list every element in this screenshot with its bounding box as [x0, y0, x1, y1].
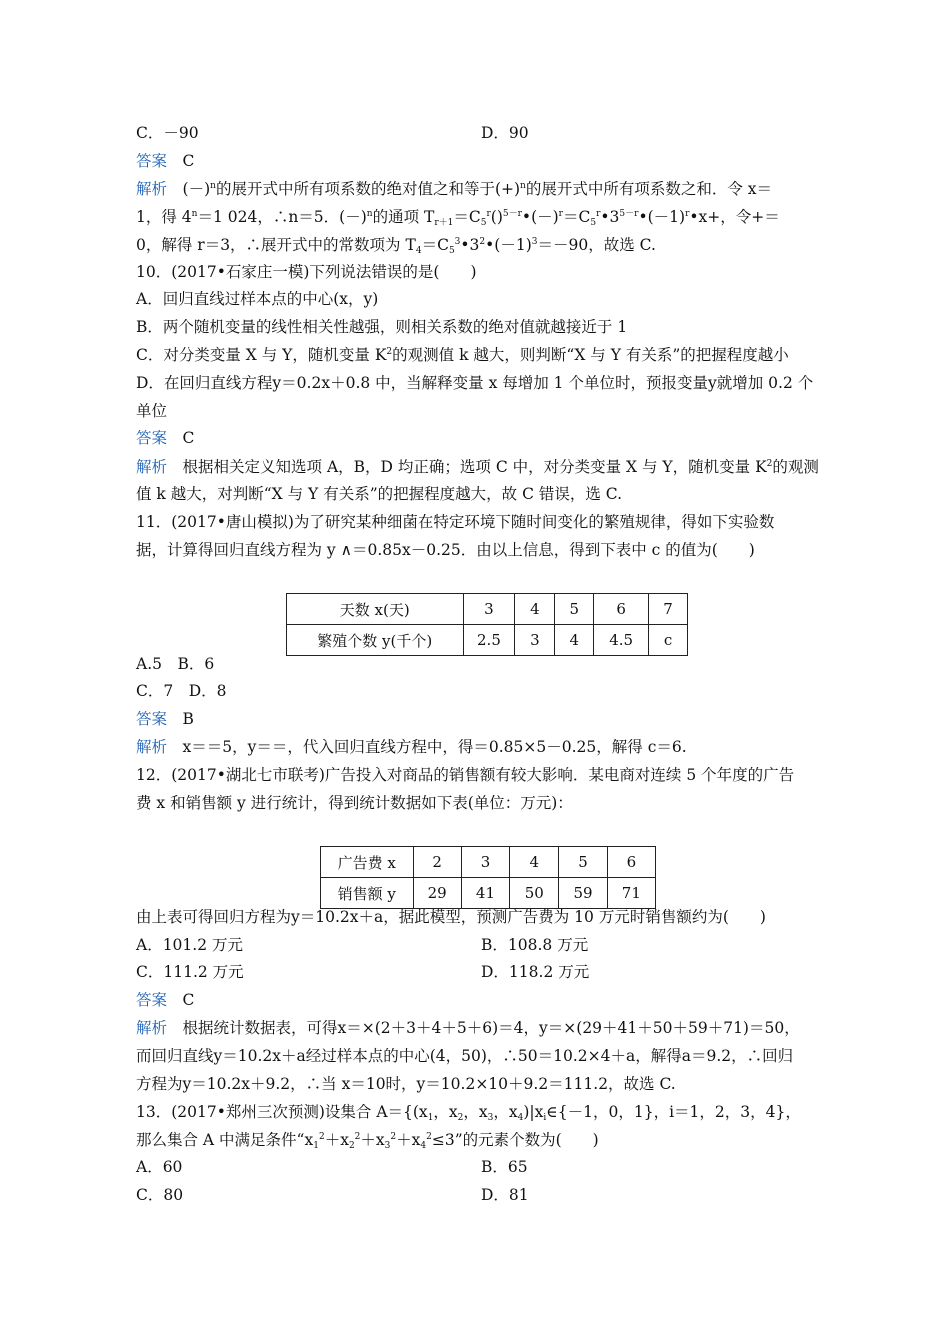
q9-option-c: C．－90	[136, 124, 199, 142]
table-row	[287, 594, 688, 625]
table-cell: 广告费 x	[321, 847, 414, 878]
q12-analysis-line-1: 解析 根据统计数据表，可得x＝×(2＋3＋4＋5＋6)＝4，y＝×(29＋41＋50＋59＋71)＝50，	[136, 1019, 800, 1037]
q10-option-d-cont: 单位	[136, 402, 168, 420]
table-cell: 5	[559, 847, 607, 878]
table-cell: 29	[413, 878, 461, 909]
table-row	[287, 625, 688, 656]
table-cell: 6	[594, 594, 649, 625]
q12-analysis-line-2: 而回归直线y＝10.2x＋a经过样本点的中心(4，50)，∴50＝10.2×4＋a，解得a＝9.2，∴回归	[136, 1047, 794, 1065]
q11-data-table	[286, 593, 688, 656]
analysis-label: 解析	[136, 738, 168, 756]
q11-analysis: 解析 x＝＝5，y＝＝，代入回归直线方程中，得＝0.85×5－0.25，解得 c＝6.	[136, 738, 687, 756]
analysis-label: 解析	[136, 1019, 168, 1037]
q9-analysis-line-1: 解析 $(-)^n$的展开式中所有项系数的绝对值之和等于$(+)^n$的展开式中所有项系数之和．令 x＝	[136, 180, 772, 198]
q10-answer: 答案 C	[136, 429, 195, 447]
table-cell: 4	[510, 847, 559, 878]
q12-option-b: B．108.8 万元	[481, 936, 589, 954]
table-cell: 5	[555, 594, 594, 625]
q10-option-b: B．两个随机变量的线性相关性越强，则相关系数的绝对值就越接近于 1	[136, 318, 628, 336]
q9-analysis-line-3: 0，解得 r＝3，∴展开式中的常数项为 $T_4=C_5^3•3^2•(-1)^3=-90$，故选 C.	[136, 236, 656, 256]
table-cell: 71	[607, 878, 655, 909]
table-cell: 3	[461, 847, 509, 878]
answer-label: 答案	[136, 710, 168, 728]
q11-options-ab: A.5 B．6	[136, 655, 215, 673]
table-row	[321, 878, 656, 909]
table-cell: 3	[463, 594, 515, 625]
table-cell: 繁殖个数 y(千个)	[287, 625, 464, 656]
table-cell: 3	[515, 625, 555, 656]
table-cell: 59	[559, 878, 607, 909]
table-cell: 4	[515, 594, 555, 625]
table-cell: 4	[555, 625, 594, 656]
answer-label: 答案	[136, 152, 168, 170]
q13-option-b: B．65	[481, 1158, 528, 1176]
table-cell: 50	[510, 878, 559, 909]
q10-option-d: D．在回归直线方程y＝0.2x＋0.8 中，当解释变量 x 每增加 1 个单位时，预报变量y就增加 0.2 个	[136, 374, 814, 392]
table-cell: 4.5	[594, 625, 649, 656]
q13-stem-line-2: 那么集合 A 中满足条件“$x_1^2+x_2^2+x_3^2+x_4^2\le 3$”的元素个数为( )	[136, 1131, 599, 1151]
q12-stem-line-2: 费 x 和销售额 y 进行统计，得到统计数据如下表(单位：万元)：	[136, 794, 573, 812]
q9-analysis-line-2: 1，得 $4^n=1$ 024，∴n＝5．$(-)^n$的通项 $T_{r+1}=C_5^r()^{5-r}•(-)^r=C_5^r•3^{5-r}•(-1)^r•x+$，令+＝	[136, 208, 780, 228]
table-cell: 6	[607, 847, 655, 878]
q11-stem-line-1: 11．(2017•唐山模拟)为了研究某种细菌在特定环境下随时间变化的繁殖规律，得如下实验数	[136, 513, 775, 531]
q10-analysis-line-2: 值 k 越大，对判断“X 与 Y 有关系”的把握程度越大，故 C 错误，选 C.	[136, 485, 623, 503]
q10-option-c: C．对分类变量 X 与 Y，随机变量 $K^2$的观测值 k 越大，则判断“X 与 Y 有关系”的把握程度越小	[136, 346, 789, 364]
q13-option-a: A．60	[136, 1158, 183, 1176]
table-row	[321, 847, 656, 878]
table-cell: 天数 x(天)	[287, 594, 464, 625]
analysis-label: 解析	[136, 458, 168, 476]
q10-option-a: A．回归直线过样本点的中心(x，y)	[136, 290, 379, 308]
answer-label: 答案	[136, 429, 168, 447]
q12-question: 由上表可得回归方程为y＝10.2x＋a，据此模型，预测广告费为 10 万元时销售额约为( )	[136, 908, 766, 926]
q13-stem-line-1: 13．(2017•郑州三次预测)设集合 $A=\{(x_1$，$x_2$，$x_3$，$x_4)|x_i\in\{-1$，0，1}，i＝1，2，3，4}，	[136, 1103, 801, 1123]
table-cell: 7	[649, 594, 688, 625]
table-cell: c	[649, 625, 688, 656]
q12-answer: 答案 C	[136, 991, 195, 1009]
q9-answer: 答案 C	[136, 152, 195, 170]
analysis-label: 解析	[136, 180, 168, 198]
q11-answer: 答案 B	[136, 710, 194, 728]
q12-data-table	[320, 846, 656, 909]
q12-option-a: A．101.2 万元	[136, 936, 243, 954]
q9-option-d: D．90	[481, 124, 529, 142]
q11-stem-line-2: 据，计算得回归直线方程为 y ∧＝0.85x－0.25．由以上信息，得到下表中 c 的值为( )	[136, 541, 755, 559]
q13-option-d: D．81	[481, 1186, 529, 1204]
table-cell: 销售额 y	[321, 878, 414, 909]
q10-stem: 10．(2017•石家庄一模)下列说法错误的是( )	[136, 263, 477, 281]
q12-option-d: D．118.2 万元	[481, 963, 590, 981]
table-cell: 41	[461, 878, 509, 909]
q13-option-c: C．80	[136, 1186, 184, 1204]
answer-label: 答案	[136, 991, 168, 1009]
q12-analysis-line-3: 方程为y＝10.2x＋9.2，∴当 x＝10时，y＝10.2×10＋9.2＝111.2，故选 C.	[136, 1075, 676, 1093]
table-cell: 2	[413, 847, 461, 878]
q11-options-cd: C．7 D．8	[136, 682, 227, 700]
table-cell: 2.5	[463, 625, 515, 656]
q10-analysis-line-1: 解析 根据相关定义知选项 A，B，D 均正确；选项 C 中，对分类变量 X 与 Y，随机变量 $K^2$的观测	[136, 458, 819, 476]
q12-stem-line-1: 12．(2017•湖北七市联考)广告投入对商品的销售额有较大影响．某电商对连续 5 个年度的广告	[136, 766, 795, 784]
q12-option-c: C．111.2 万元	[136, 963, 244, 981]
